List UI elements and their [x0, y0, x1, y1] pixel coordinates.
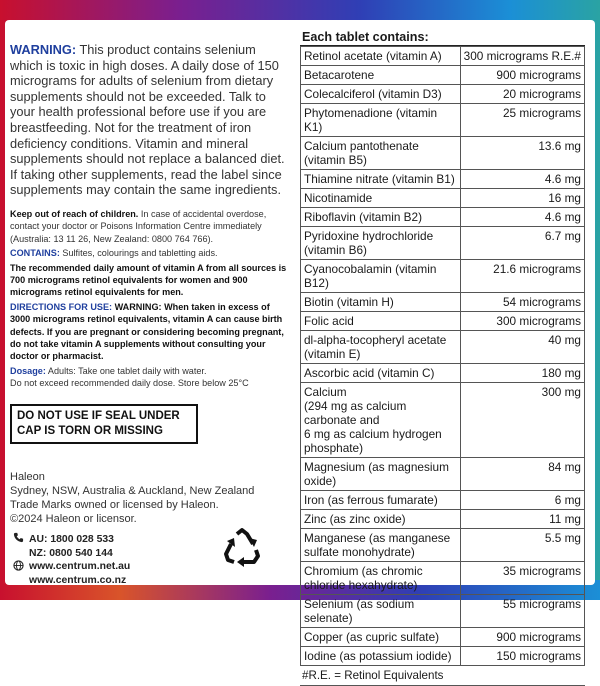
fine-print: [10, 208, 288, 390]
ingredient-name: Nicotinamide: [301, 189, 461, 208]
children-warning: [10, 208, 288, 245]
ingredient-name: Magnesium (as magnesium oxide): [301, 458, 461, 491]
ingredient-amount: 4.6 mg: [460, 208, 584, 227]
ingredients-table-section: [300, 30, 585, 686]
phone-au: AU: 1800 028 533: [29, 533, 114, 545]
dosage-text-2: Do not exceed recommended daily dose. Store below 25°C: [10, 378, 249, 389]
table-row: [301, 312, 585, 331]
table-row: [301, 208, 585, 227]
ingredient-amount: 4.6 mg: [460, 170, 584, 189]
maker-trademarks: Trade Marks owned or licensed by Haleon.: [10, 499, 219, 512]
table-row: [301, 595, 585, 628]
website-au[interactable]: www.centrum.net.au: [29, 561, 131, 573]
ingredient-amount: 21.6 micrograms: [460, 260, 584, 293]
ingredient-amount: 35 micrograms: [460, 562, 584, 595]
table-row: [301, 458, 585, 491]
table-row: [301, 364, 585, 383]
ingredient-name: Iodine (as potassium iodide): [301, 647, 461, 666]
dosage-lead: Dosage:: [10, 365, 46, 376]
ingredient-name: dl-alpha-tocopheryl acetate (vitamin E): [301, 331, 461, 364]
ingredient-amount: 6 mg: [460, 491, 584, 510]
ingredient-amount: 6.7 mg: [460, 227, 584, 260]
seal-warning-box: DO NOT USE IF SEAL UNDER CAP IS TORN OR MISSING: [10, 404, 198, 444]
ingredient-amount: 40 mg: [460, 331, 584, 364]
maker-copyright: ©2024 Haleon or licensor.: [10, 513, 137, 526]
dosage-line: [10, 365, 288, 390]
table-row: [301, 47, 585, 66]
ingredient-amount: 300 micrograms R.E.#: [460, 47, 584, 66]
ingredient-name: Biotin (vitamin H): [301, 293, 461, 312]
ingredient-name: Manganese (as manganese sulfate monohydrate): [301, 529, 461, 562]
selenium-warning: [10, 42, 288, 198]
table-row: [301, 85, 585, 104]
warnings-column: [10, 42, 288, 587]
ingredient-name: Thiamine nitrate (vitamin B1): [301, 170, 461, 189]
table-footnote: #R.E. = Retinol Equivalents: [300, 666, 585, 686]
dosage-text: Adults: Take one tablet daily with water.: [47, 365, 207, 376]
table-row: [301, 510, 585, 529]
ingredient-amount: 84 mg: [460, 458, 584, 491]
ingredient-amount: 11 mg: [460, 510, 584, 529]
warning-text: This product contains selenium which is toxic in high doses. A daily dose of 150 micrograms for adults of selenium from dietary supplements should not be exceeded. Talk to your health professional before use if you are breastfeeding. Not for the treatment of iron deficiency conditions. Vitamin and mineral supplements should not replace a balanced diet. If taking other supplements, read the label since supplements may contain the same ingredients.: [10, 42, 285, 198]
table-row: [301, 293, 585, 312]
maker-name: Haleon: [10, 470, 45, 483]
table-row: [301, 260, 585, 293]
table-row: [301, 383, 585, 458]
table-row: [301, 491, 585, 510]
recommended-amount: [10, 262, 288, 299]
children-lead: Keep out of reach of children.: [10, 208, 139, 219]
table-row: [301, 170, 585, 189]
table-row: [301, 227, 585, 260]
table-row: [301, 647, 585, 666]
recycle-icon: [220, 526, 264, 570]
ingredient-name: Phytomenadione (vitamin K1): [301, 104, 461, 137]
table-row: [301, 628, 585, 647]
table-row: [301, 137, 585, 170]
ingredient-name: Calcium (294 mg as calcium carbonate and 6 mg as calcium hydrogen phosphate): [301, 383, 461, 458]
ingredient-amount: 180 mg: [460, 364, 584, 383]
website-nz[interactable]: www.centrum.co.nz: [29, 575, 127, 587]
ingredient-name: Iron (as ferrous fumarate): [301, 491, 461, 510]
table-row: [301, 66, 585, 85]
phone-nz: NZ: 0800 540 144: [29, 547, 113, 559]
ingredient-amount: 150 micrograms: [460, 647, 584, 666]
table-row: [301, 189, 585, 208]
ingredient-amount: 13.6 mg: [460, 137, 584, 170]
ingredients-table: [300, 46, 585, 666]
ingredient-name: Selenium (as sodium selenate): [301, 595, 461, 628]
recommended-text: The recommended daily amount of vitamin A from all sources is 700 micrograms retinol equivalents for women and 900 micrograms retinol equivalents for men.: [10, 262, 287, 298]
contact-web-nz: [10, 575, 288, 587]
ingredient-name: Zinc (as zinc oxide): [301, 510, 461, 529]
table-row: [301, 562, 585, 595]
warning-lead: WARNING:: [10, 42, 77, 57]
ingredient-amount: 54 micrograms: [460, 293, 584, 312]
ingredient-amount: 900 micrograms: [460, 66, 584, 85]
ingredient-amount: 20 micrograms: [460, 85, 584, 104]
children-text: In case of accidental overdose, contact your doctor or Poisons Information Centre immediately (Australia: 13 11 26, New Zealand: 0800 764 766).: [10, 208, 267, 244]
ingredient-name: Calcium pantothenate (vitamin B5): [301, 137, 461, 170]
contains-line: [10, 247, 288, 259]
ingredient-name: Cyanocobalamin (vitamin B12): [301, 260, 461, 293]
ingredient-amount: 900 micrograms: [460, 628, 584, 647]
ingredient-name: Folic acid: [301, 312, 461, 331]
ingredient-name: Ascorbic acid (vitamin C): [301, 364, 461, 383]
table-title: Each tablet contains:: [300, 30, 585, 46]
table-row: [301, 331, 585, 364]
globe-icon: [10, 560, 26, 575]
directions-lead: DIRECTIONS FOR USE:: [10, 301, 113, 312]
phone-icon: [10, 532, 26, 547]
ingredient-amount: 300 mg: [460, 383, 584, 458]
ingredient-amount: 55 micrograms: [460, 595, 584, 628]
ingredient-amount: 16 mg: [460, 189, 584, 208]
ingredient-amount: 25 micrograms: [460, 104, 584, 137]
maker-location: Sydney, NSW, Australia & Auckland, New Zealand: [10, 484, 255, 497]
ingredient-name: Colecalciferol (vitamin D3): [301, 85, 461, 104]
contains-text: Sulfites, colourings and tabletting aids.: [62, 248, 218, 259]
contains-lead: CONTAINS:: [10, 248, 60, 259]
table-row: [301, 104, 585, 137]
ingredient-name: Chromium (as chromic chloride hexahydrate): [301, 562, 461, 595]
manufacturer-info: [10, 470, 288, 527]
directions-line: [10, 301, 288, 363]
ingredient-amount: 300 micrograms: [460, 312, 584, 331]
ingredient-name: Retinol acetate (vitamin A): [301, 47, 461, 66]
ingredient-amount: 5.5 mg: [460, 529, 584, 562]
ingredient-name: Copper (as cupric sulfate): [301, 628, 461, 647]
ingredient-name: Riboflavin (vitamin B2): [301, 208, 461, 227]
directions-text: WARNING: When taken in excess of 3000 micrograms retinol equivalents, vitamin A can cause birth defects. If you are pregnant or considering becoming pregnant, do not take vitamin A supplements without consulting your doctor or pharmacist.: [10, 301, 284, 362]
ingredient-name: Betacarotene: [301, 66, 461, 85]
ingredient-name: Pyridoxine hydrochloride (vitamin B6): [301, 227, 461, 260]
table-row: [301, 529, 585, 562]
